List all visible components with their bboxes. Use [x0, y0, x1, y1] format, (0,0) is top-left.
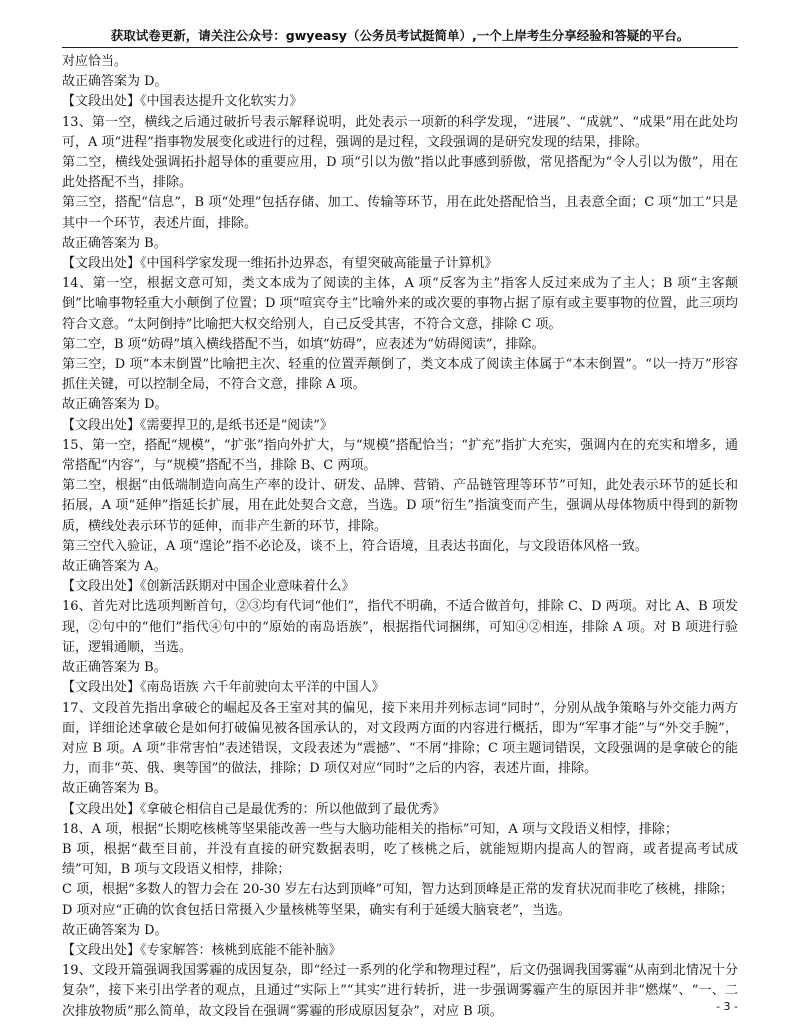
- paragraph: 18、A 项，根据“长期吃核桃等坚果能改善一些与大脑功能相关的指标”可知，A 项与文段语义相悖，排除；: [62, 821, 678, 837]
- source-citation: 【文段出处】《创新活跃期对中国企业意味着什么》: [62, 579, 355, 595]
- page-header: 获取试卷更新，请关注公众号：gwyeasy（公务员考试挺简单）,一个上岸考生分享经验和答疑的平台。: [110, 28, 690, 43]
- paragraph: 第二空，B 项“妨碍”填入横线搭配不当，如填“妨碍”，应表述为“妨碍阅读”，排除。: [62, 336, 545, 352]
- paragraph: 第二空，横线处强调拓扑超导体的重要应用，D 项“引以为傲”指以此事感到骄傲，常见搭配为“令人引以为傲”，用在此处搭配不当，排除。: [62, 155, 738, 191]
- paragraph: 13、第一空，横线之后通过破折号表示解释说明，此处表示一项新的科学发现，“进展”、“成就”、“成果”用在此处均可，A 项“进程”指事物发展变化或进行的过程，强调的是过程，文段强调的是研究发现的结果，排除。: [62, 114, 738, 150]
- page-number: - 3 -: [716, 1000, 738, 1013]
- paragraph: 第三空，搭配“信息”，B 项“处理”包括存储、加工、传输等环节，用在此处搭配恰当，且表意全面；C 项“加工”只是其中一个环节，表述片面，排除。: [62, 195, 738, 231]
- paragraph: 对应恰当。: [62, 54, 128, 69]
- source-citation: 【文段出处】《中国表达提升文化软实力》: [62, 94, 303, 110]
- paragraph: 故正确答案为 D。: [62, 922, 168, 938]
- header-divider: [62, 47, 738, 48]
- paragraph: 第二空，根据“由低端制造向高生产率的设计、研发、品牌、营销、产品链管理等环节”可知，此处表示环节的延长和拓展，A 项“延伸”指延长扩展，用在此处契合文意，当选。D 项“衍生”指演变而产生，强调从母体物质中得到的新物质，横线处表示环节的延伸，而非产生新的环节，排除。: [62, 478, 738, 534]
- paragraph: D 项对应“正确的饮食包括日常摄入少量核桃等坚果，确实有利于延缓大脑衰老”，当选。: [62, 902, 571, 918]
- paragraph: 故正确答案为 B。: [62, 235, 167, 251]
- paragraph: 16、首先对比选项判断首句，②③均有代词“他们”，指代不明确，不适合做首句，排除 C、D 两项。对比 A、B 项发现，②句中的“他们”指代④句中的“原始的南岛语族”，根据指代词捆绑，可知④②相连，排除 A 项。对 B 项进行验证，逻辑通顺，当选。: [62, 599, 738, 655]
- paragraph: 15、第一空，搭配“规模”，“扩张”指向外扩大，与“规模”搭配恰当；“扩充”指扩大充实，强调内在的充实和增多，通常搭配“内容”，与“规模”搭配不当，排除 B、C 两项。: [62, 437, 738, 474]
- source-citation: 【文段出处】《中国科学家发现一维拓扑边界态，有望突破高能量子计算机》: [62, 256, 498, 272]
- paragraph: 第三空，D 项“本末倒置”比喻把主次、轻重的位置弄颠倒了，类文本成了阅读主体属于“本末倒置”。“以一持万”形容抓住关键，可以控制全局，不符合文意，排除 A 项。: [62, 357, 738, 393]
- source-citation: 【文段出处】《拿破仑相信自己是最优秀的：所以他做到了最优秀》: [62, 801, 446, 817]
- source-citation: 【文段出处】《专家解答：核桃到底能不能补脑》: [62, 942, 342, 958]
- paragraph: 14、第一空，根据文意可知，类文本成为了阅读的主体，A 项“反客为主”指客人反过来成为了主人；B 项“主客颠倒”比喻事物轻重大小颠倒了位置；D 项“喧宾夺主”比喻外来的或次要的事物占据了原有或主要事物的位置，此三项均符合文意。“太阿倒持”比喻把大权交给别人，自己反受其害，不符合文意，排除 C 项。: [62, 276, 738, 332]
- paragraph: 故正确答案为 A。: [62, 559, 167, 575]
- source-citation: 【文段出处】《需要捍卫的,是纸书还是“阅读”》: [62, 417, 333, 433]
- paragraph: B 项，根据“截至目前，并没有直接的研究数据表明，吃了核桃之后，就能短期内提高人的智商，或者提高考试成绩”可知，B 项与文段语义相悖，排除；: [62, 841, 738, 878]
- paragraph: 17、文段首先指出拿破仑的崛起及各王室对其的偏见，接下来用并列标志词“同时”，分别从战争策略与外交能力两方面，详细论述拿破仑是如何打破偏见被各国承认的，对文段两方面的内容进行概括，即为“军事才能”与“外交手腕”，对应 B 项。A 项“非常害怕”表述错误，文段表述为“震撼”、“不屑”排除；C 项主题词错误，文段强调的是拿破仑的能力，而非“英、俄、奥等国”的做法，排除；D 项仅对应“同时”之后的内容，表述片面，排除。: [62, 700, 738, 777]
- paragraph: 19、文段开篇强调我国雾霾的成因复杂，即“经过一系列的化学和物理过程”，后文仍强调我国雾霾“从南到北情况十分复杂”，接下来引出学者的观点，且通过“实际上”“其实”进行转折，进一步强调雾霾产生的原因并非“燃煤”、“一、二次排放物质”那么简单，故文段旨在强调“雾霾的形成原因复杂”，对应 B 项。: [62, 963, 738, 1019]
- paragraph: 故正确答案为 D。: [62, 397, 168, 413]
- document-body: [62, 52, 738, 1022]
- paragraph: 第三空代入验证，A 项“遑论”指不必论及，谈不上，符合语境，且表达书面化，与文段语体风格一致。: [62, 538, 648, 554]
- paragraph: 故正确答案为 D。: [62, 74, 168, 90]
- source-citation: 【文段出处】《南岛语族 六千年前驶向太平洋的中国人》: [62, 680, 385, 696]
- paragraph: 故正确答案为 B。: [62, 660, 167, 676]
- paragraph: C 项，根据“多数人的智力会在 20-30 岁左右达到顶峰”可知，智力达到顶峰是正常的发育状况而非吃了核桃，排除；: [62, 882, 734, 898]
- paragraph: 故正确答案为 B。: [62, 781, 167, 797]
